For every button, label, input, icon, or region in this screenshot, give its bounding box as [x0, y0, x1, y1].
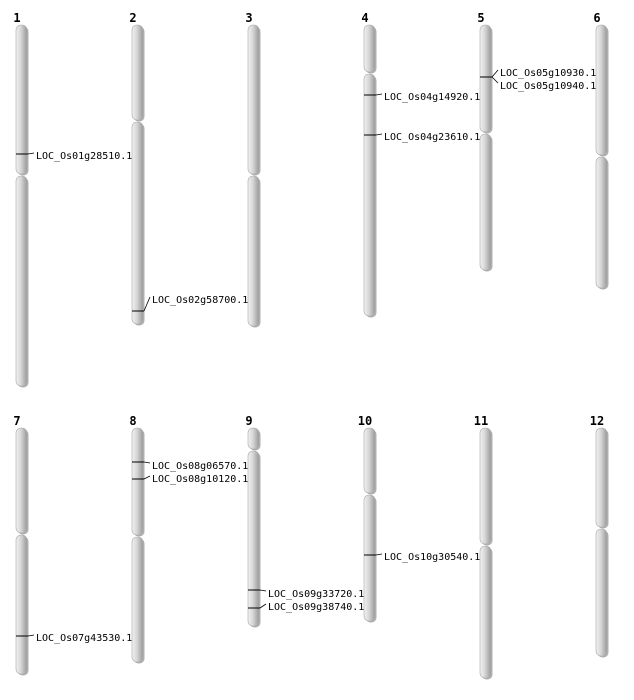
gene-connector: [376, 554, 382, 555]
chromosome-short-arm: [364, 25, 375, 72]
gene-label: LOC_Os01g28510.1: [36, 151, 133, 162]
chromosome-number: 12: [589, 414, 605, 428]
chromosome-short-arm: [364, 428, 375, 493]
gene-label: LOC_Os04g23610.1: [384, 132, 481, 143]
gene-label: LOC_Os08g10120.1: [152, 474, 249, 485]
gene-connector: [144, 462, 150, 463]
gene-connector: [28, 153, 34, 154]
chromosome-number: 1: [13, 11, 21, 25]
chromosome-number: 7: [13, 414, 21, 428]
chromosome-long-arm: [132, 122, 143, 324]
chromosome-short-arm: [16, 25, 27, 174]
chromosome-number: 3: [245, 11, 253, 25]
chromosome-number: 2: [129, 11, 137, 25]
gene-connector: [260, 604, 266, 608]
gene-label: LOC_Os07g43530.1: [36, 633, 133, 644]
chromosome-long-arm: [364, 74, 375, 316]
chromosome-short-arm: [248, 428, 259, 449]
chromosome-number: 10: [357, 414, 373, 428]
chromosome-4: [364, 25, 377, 318]
chromosome-long-arm: [248, 451, 259, 626]
gene-connector: [492, 77, 498, 83]
chromosome-number: 4: [361, 11, 369, 25]
chromosome-long-arm: [132, 537, 143, 662]
chromosome-2: [132, 25, 145, 326]
chromosome-short-arm: [596, 428, 607, 527]
gene-label: LOC_Os10g30540.1: [384, 552, 481, 563]
gene-connector: [144, 297, 150, 311]
chromosome-short-arm: [248, 25, 259, 174]
gene-label: LOC_Os09g38740.1: [268, 602, 365, 613]
chromosome-5: [480, 25, 493, 272]
gene-label: LOC_Os04g14920.1: [384, 92, 481, 103]
gene-label: LOC_Os09g33720.1: [268, 589, 365, 600]
chromosome-long-arm: [480, 546, 491, 678]
chromosome-number: 5: [477, 11, 485, 25]
chromosome-short-arm: [480, 25, 491, 132]
gene-connector: [376, 94, 382, 95]
chromosome-number: 9: [245, 414, 253, 428]
gene-label: LOC_Os05g10930.1: [500, 68, 597, 79]
chromosome-8: [132, 428, 145, 664]
chromosome-long-arm: [364, 495, 375, 621]
gene-connector: [28, 635, 34, 636]
chromosome-9: [248, 428, 261, 628]
chromosome-10: [364, 428, 377, 623]
chromosome-12: [596, 428, 609, 658]
chromosome-number: 8: [129, 414, 137, 428]
chromosome-short-arm: [16, 428, 27, 533]
chromosome-long-arm: [480, 134, 491, 270]
chromosome-long-arm: [596, 529, 607, 656]
gene-label: LOC_Os08g06570.1: [152, 461, 249, 472]
gene-label: LOC_Os05g10940.1: [500, 81, 597, 92]
gene-connector: [260, 590, 266, 591]
chromosome-short-arm: [132, 25, 143, 120]
chromosome-long-arm: [248, 176, 259, 326]
chromosome-6: [596, 25, 609, 290]
gene-connector: [144, 476, 150, 479]
chromosome-long-arm: [16, 176, 27, 386]
chromosome-7: [16, 428, 29, 676]
chromosome-11: [480, 428, 493, 680]
chromosome-1: [16, 25, 29, 388]
chromosome-short-arm: [480, 428, 491, 544]
chromosome-3: [248, 25, 261, 328]
gene-connector: [376, 134, 382, 135]
chromosome-long-arm: [596, 157, 607, 288]
chromosome-long-arm: [16, 535, 27, 674]
chromosome-number: 6: [593, 11, 601, 25]
chromosome-short-arm: [596, 25, 607, 155]
chromosome-short-arm: [132, 428, 143, 535]
chromosome-number: 11: [473, 414, 489, 428]
gene-connector: [492, 70, 498, 77]
gene-label: LOC_Os02g58700.1: [152, 295, 249, 306]
